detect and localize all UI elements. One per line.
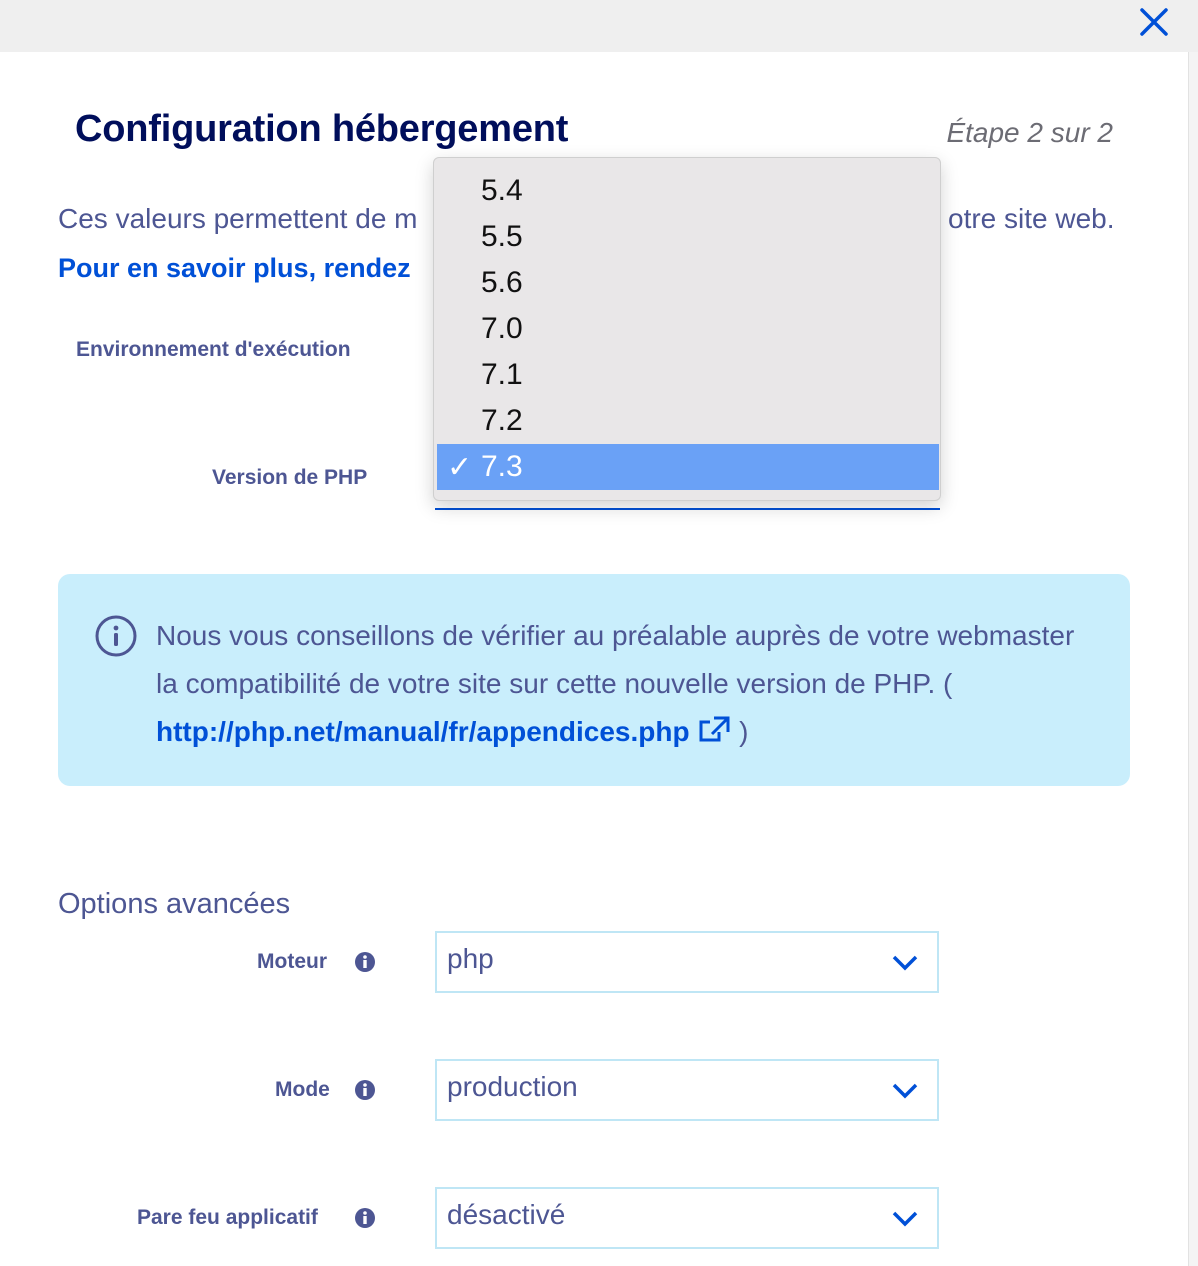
mode-select[interactable] [435,1059,939,1121]
firewall-select[interactable] [435,1187,939,1249]
chevron-down-icon [891,1081,919,1101]
advanced-options-title: Options avancées [58,888,291,920]
checkmark-icon: ✓ [447,451,473,484]
php-version-dropdown[interactable] [433,157,941,501]
mode-help-icon[interactable] [354,1079,376,1101]
intro-text-start: Ces valeurs permettent de m [58,203,418,234]
engine-select[interactable] [435,931,939,993]
php-option[interactable] [437,306,939,352]
info-message [156,612,1086,756]
php-option-label: 7.1 [481,358,523,391]
php-option-label: 5.6 [481,266,523,299]
php-option-label: 7.0 [481,312,523,345]
environment-label: Environnement d'exécution [76,338,351,361]
external-link-icon [697,716,731,744]
php-option[interactable] [437,398,939,444]
php-option-label: 7.3 [481,450,523,483]
close-icon [1136,2,1172,38]
php-option[interactable] [437,214,939,260]
mode-label: Mode [275,1078,330,1101]
firewall-select-value: désactivé [447,1199,566,1230]
engine-label: Moteur [257,950,327,973]
info-icon [94,614,138,658]
modal-top-bar [0,0,1198,52]
php-manual-link-text: http://php.net/manual/fr/appendices.php [156,716,690,747]
php-option-selected[interactable] [437,444,939,490]
close-button[interactable] [1136,2,1172,38]
page-title: Configuration hébergement [75,108,569,150]
chevron-down-icon [891,953,919,973]
php-option-label: 7.2 [481,404,523,437]
learn-more-link[interactable]: Pour en savoir plus, rendez [58,253,411,283]
info-message-close: ) [731,716,749,747]
php-option[interactable] [437,352,939,398]
engine-select-value: php [447,943,494,974]
engine-help-icon[interactable] [354,951,376,973]
intro-text-end: otre site web. [948,203,1115,234]
firewall-help-icon[interactable] [354,1207,376,1229]
chevron-down-icon [891,1209,919,1229]
firewall-label: Pare feu applicatif [137,1206,318,1229]
php-version-label: Version de PHP [212,466,368,489]
php-option-label: 5.4 [481,174,523,207]
background-page-edge [1188,52,1198,1266]
php-option[interactable] [437,168,939,214]
php-manual-link[interactable] [156,716,731,747]
php-option-label: 5.5 [481,220,523,253]
mode-select-value: production [447,1071,578,1102]
php-option[interactable] [437,260,939,306]
info-message-text: Nous vous conseillons de vérifier au préalable auprès de votre webmaster la compatibilité de votre site sur cette nouvelle version de PHP. ( [156,620,1075,699]
step-indicator: Étape 2 sur 2 [946,117,1113,148]
info-banner [58,574,1130,786]
